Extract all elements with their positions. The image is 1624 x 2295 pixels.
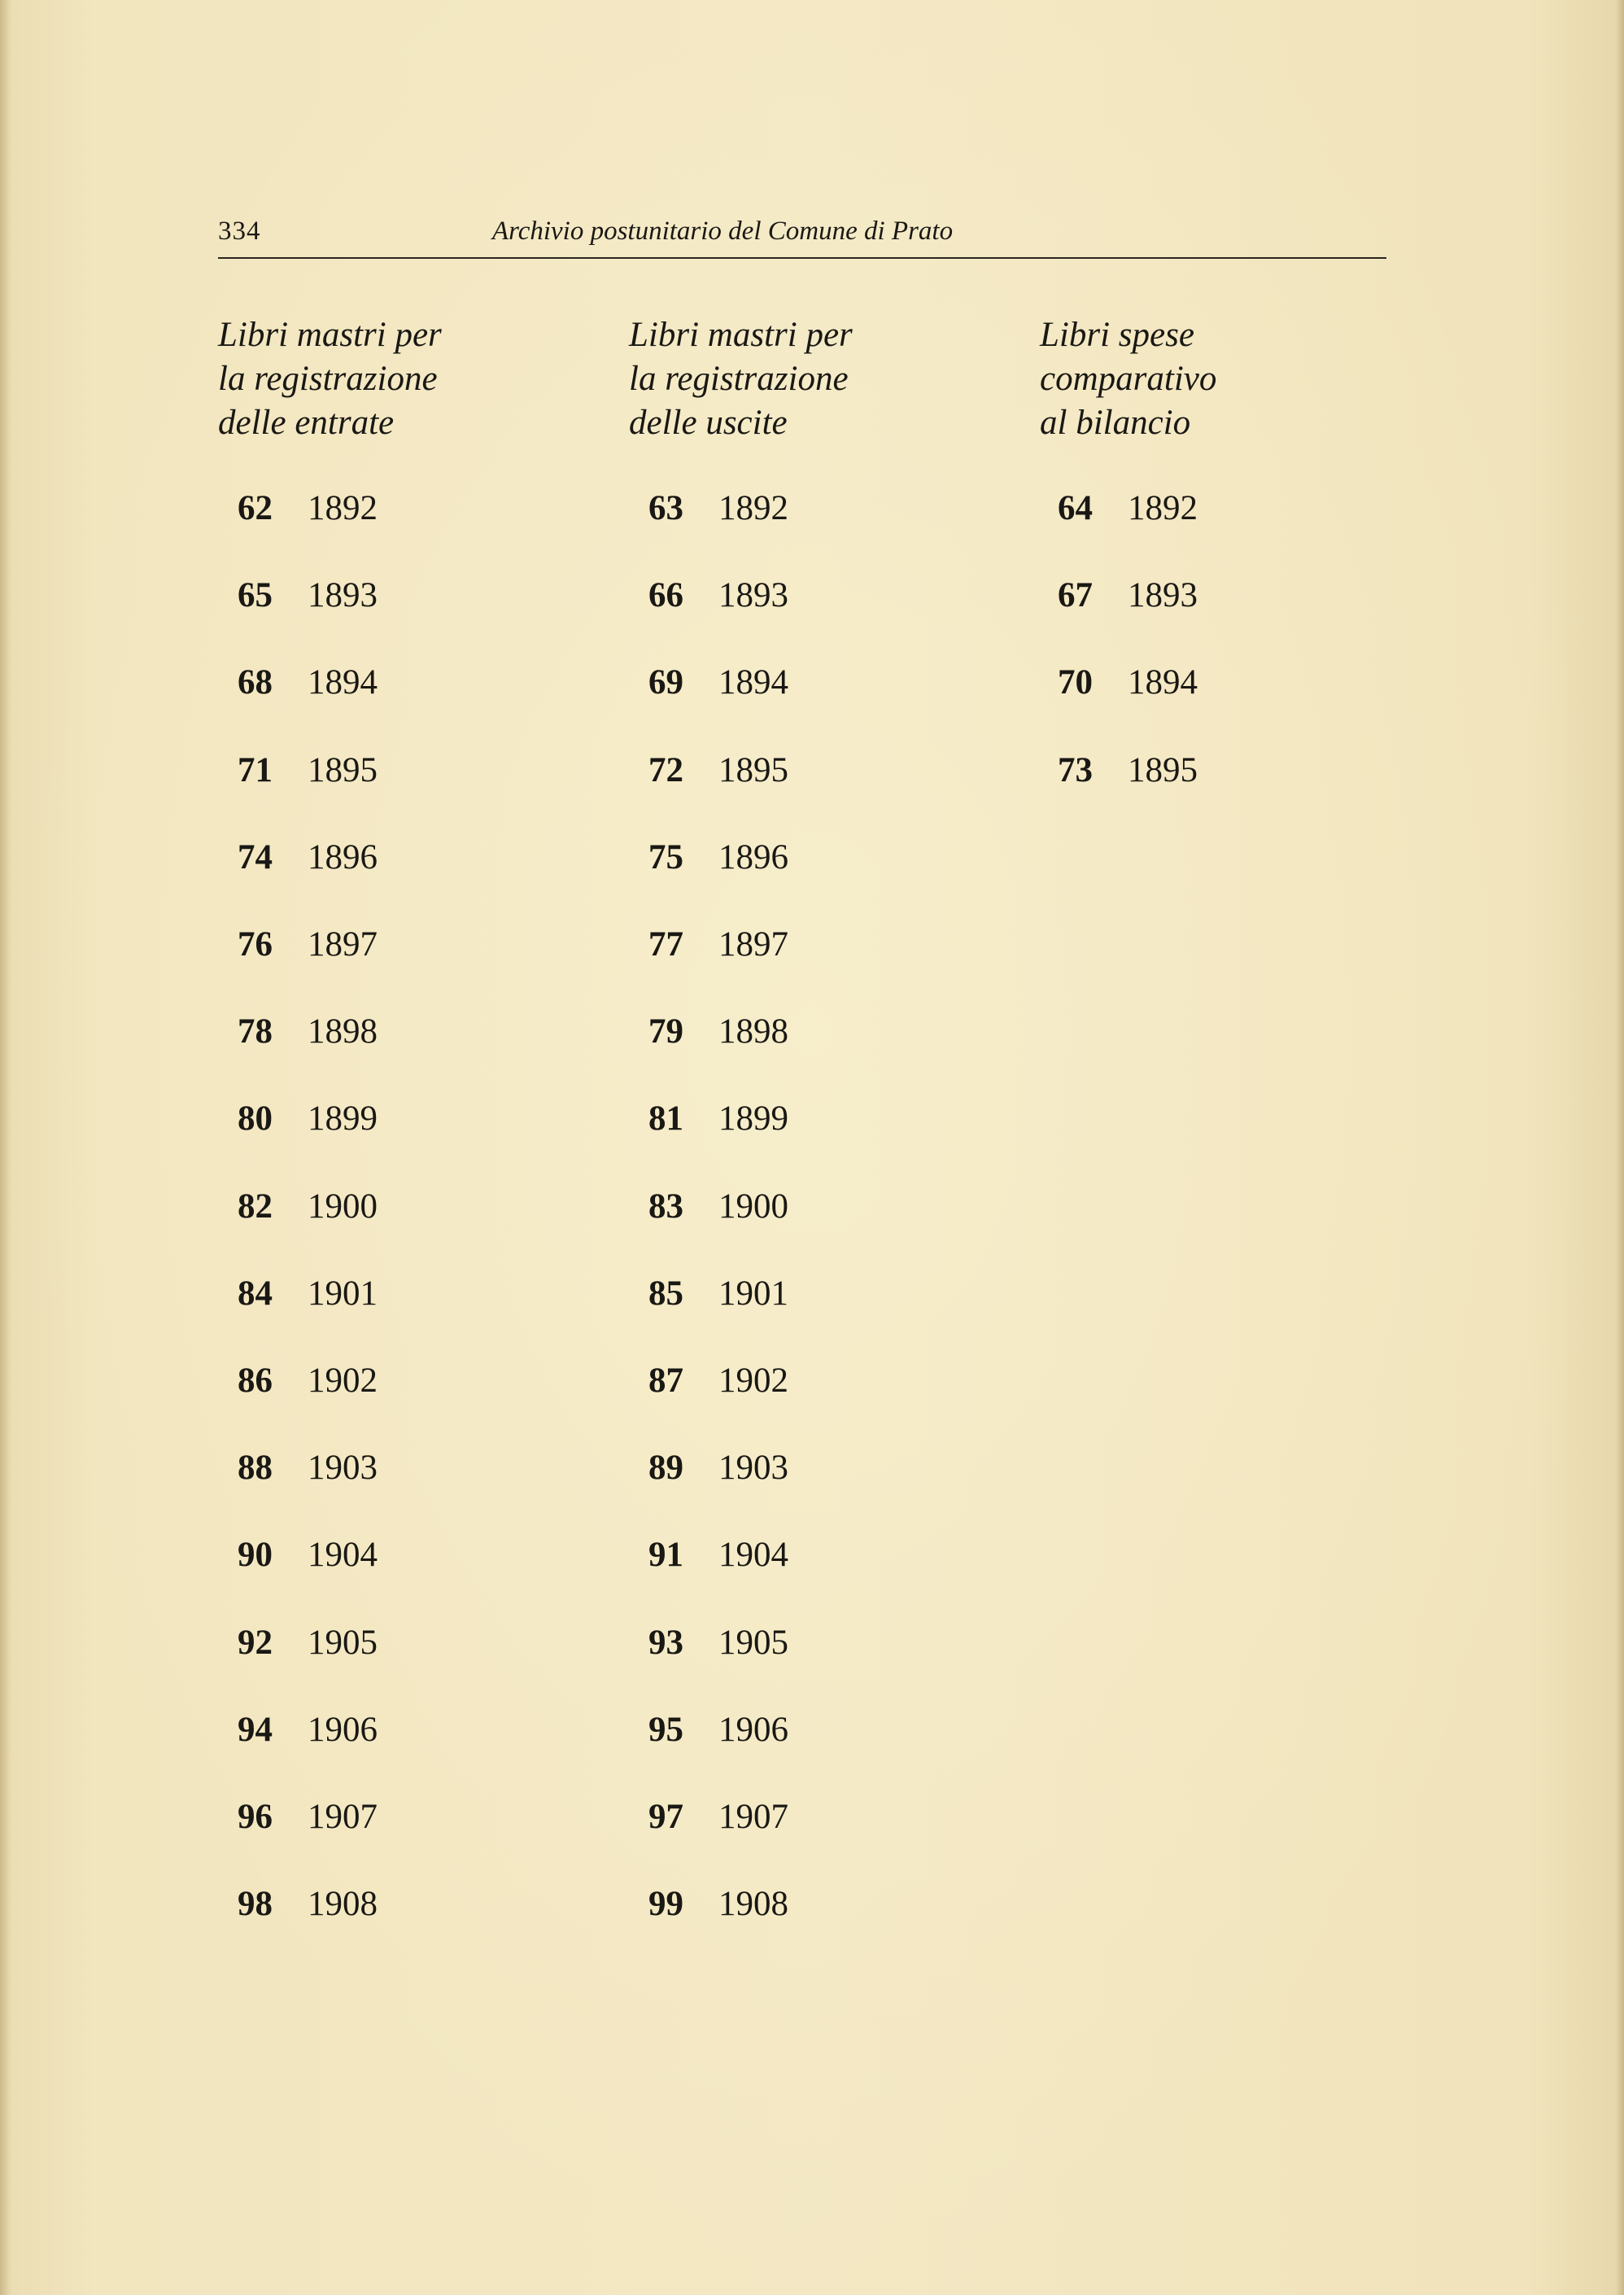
entry-row	[648, 1361, 788, 1401]
entry-number: 63	[648, 489, 683, 527]
entry-row	[648, 1623, 788, 1663]
heading-line: Libri spese	[1040, 316, 1194, 354]
entry-year: 1893	[718, 576, 788, 614]
entry-row	[238, 662, 378, 703]
entry-number: 81	[648, 1099, 683, 1138]
column-heading-bilancio	[1040, 313, 1216, 445]
entry-year: 1897	[308, 925, 378, 964]
entry-number: 93	[648, 1624, 683, 1662]
entry-row	[238, 488, 378, 529]
running-head	[218, 213, 1386, 259]
entry-row	[1058, 488, 1198, 529]
page-title: Archivio postunitario del Comune di Prato	[491, 216, 954, 246]
entry-year: 1893	[1128, 576, 1198, 614]
entry-row	[238, 1012, 378, 1052]
entry-row	[648, 575, 788, 616]
page-edge-left	[0, 0, 11, 2295]
entry-year: 1902	[718, 1362, 788, 1400]
entry-number: 95	[648, 1711, 683, 1749]
entry-number: 76	[238, 925, 273, 964]
entry-row	[1058, 575, 1198, 616]
entry-year: 1903	[718, 1449, 788, 1487]
entry-year: 1906	[308, 1711, 378, 1749]
heading-line: la registrazione	[629, 360, 849, 398]
entry-row	[648, 662, 788, 703]
entry-row	[238, 1710, 378, 1751]
heading-line: Libri mastri per	[218, 316, 442, 354]
entry-year: 1904	[718, 1536, 788, 1574]
column-heading-uscite	[629, 313, 853, 445]
entry-year: 1892	[308, 489, 378, 527]
entry-year: 1908	[718, 1885, 788, 1923]
entry-year: 1905	[308, 1624, 378, 1662]
heading-line: comparativo	[1040, 360, 1217, 398]
entry-row	[238, 1099, 378, 1139]
entry-number: 87	[648, 1362, 683, 1400]
entry-year: 1905	[718, 1624, 788, 1662]
entry-row	[238, 575, 378, 616]
entry-number: 90	[238, 1536, 273, 1574]
entry-year: 1894	[718, 663, 788, 702]
entry-number: 65	[238, 576, 273, 614]
entry-year: 1900	[308, 1187, 378, 1226]
entry-row	[648, 925, 788, 965]
entry-row	[648, 1797, 788, 1838]
page-edge-right	[1616, 0, 1624, 2295]
entry-year: 1899	[308, 1099, 378, 1138]
entry-number: 78	[238, 1012, 273, 1051]
entry-row	[238, 750, 378, 791]
entry-row	[238, 1187, 378, 1227]
entry-number: 73	[1058, 751, 1093, 789]
entry-number: 86	[238, 1362, 273, 1400]
entry-row	[238, 1361, 378, 1401]
entry-year: 1907	[308, 1798, 378, 1836]
heading-line: Libri mastri per	[629, 316, 853, 354]
entry-number: 98	[238, 1885, 273, 1923]
entry-year: 1901	[308, 1274, 378, 1313]
entry-row	[238, 1535, 378, 1576]
heading-line: al bilancio	[1040, 404, 1191, 442]
entry-number: 94	[238, 1711, 273, 1749]
entry-row	[648, 1448, 788, 1488]
entry-number: 72	[648, 751, 683, 789]
entry-row	[648, 837, 788, 878]
entry-row	[648, 1274, 788, 1314]
entry-year: 1906	[718, 1711, 788, 1749]
entry-year: 1895	[308, 751, 378, 789]
column-heading-entrate	[218, 313, 442, 445]
entry-number: 89	[648, 1449, 683, 1487]
entry-year: 1893	[308, 576, 378, 614]
entry-year: 1899	[718, 1099, 788, 1138]
entry-row	[648, 1012, 788, 1052]
entry-row	[1058, 662, 1198, 703]
entry-row	[648, 1710, 788, 1751]
entry-number: 71	[238, 751, 273, 789]
entry-row	[648, 1099, 788, 1139]
entry-row	[648, 1535, 788, 1576]
entry-year: 1894	[308, 663, 378, 702]
entry-row	[648, 1187, 788, 1227]
entry-number: 64	[1058, 489, 1093, 527]
entry-number: 84	[238, 1274, 273, 1313]
heading-line: delle entrate	[218, 404, 395, 442]
entry-year: 1895	[718, 751, 788, 789]
entry-number: 83	[648, 1187, 683, 1226]
entry-year: 1898	[718, 1012, 788, 1051]
entry-year: 1902	[308, 1362, 378, 1400]
entry-number: 79	[648, 1012, 683, 1051]
entry-year: 1901	[718, 1274, 788, 1313]
entry-number: 68	[238, 663, 273, 702]
entry-row	[648, 750, 788, 791]
entry-year: 1896	[718, 838, 788, 876]
entry-number: 92	[238, 1624, 273, 1662]
heading-line: la registrazione	[218, 360, 438, 398]
entry-number: 88	[238, 1449, 273, 1487]
entry-row	[238, 837, 378, 878]
entry-year: 1897	[718, 925, 788, 964]
entry-number: 77	[648, 925, 683, 964]
entry-number: 99	[648, 1885, 683, 1923]
entry-year: 1904	[308, 1536, 378, 1574]
entry-number: 69	[648, 663, 683, 702]
entry-number: 62	[238, 489, 273, 527]
entry-number: 70	[1058, 663, 1093, 702]
entry-year: 1895	[1128, 751, 1198, 789]
entry-year: 1907	[718, 1798, 788, 1836]
entry-number: 66	[648, 576, 683, 614]
entry-row	[648, 1884, 788, 1925]
heading-line: delle uscite	[629, 404, 788, 442]
entry-number: 91	[648, 1536, 683, 1574]
entry-year: 1900	[718, 1187, 788, 1226]
entry-number: 96	[238, 1798, 273, 1836]
entry-number: 97	[648, 1798, 683, 1836]
entry-year: 1892	[718, 489, 788, 527]
entry-row	[648, 488, 788, 529]
entry-year: 1898	[308, 1012, 378, 1051]
entry-year: 1892	[1128, 489, 1198, 527]
page-number: 334	[218, 216, 261, 246]
entry-number: 67	[1058, 576, 1093, 614]
entry-number: 85	[648, 1274, 683, 1313]
entry-year: 1903	[308, 1449, 378, 1487]
entry-row	[238, 1448, 378, 1488]
entry-year: 1896	[308, 838, 378, 876]
entry-row	[238, 925, 378, 965]
entry-row	[238, 1623, 378, 1663]
entry-row	[238, 1884, 378, 1925]
entry-row	[1058, 750, 1198, 791]
entry-year: 1908	[308, 1885, 378, 1923]
entry-row	[238, 1274, 378, 1314]
entry-number: 74	[238, 838, 273, 876]
entry-number: 75	[648, 838, 683, 876]
entry-year: 1894	[1128, 663, 1198, 702]
entry-number: 80	[238, 1099, 273, 1138]
entry-number: 82	[238, 1187, 273, 1226]
entry-row	[238, 1797, 378, 1838]
